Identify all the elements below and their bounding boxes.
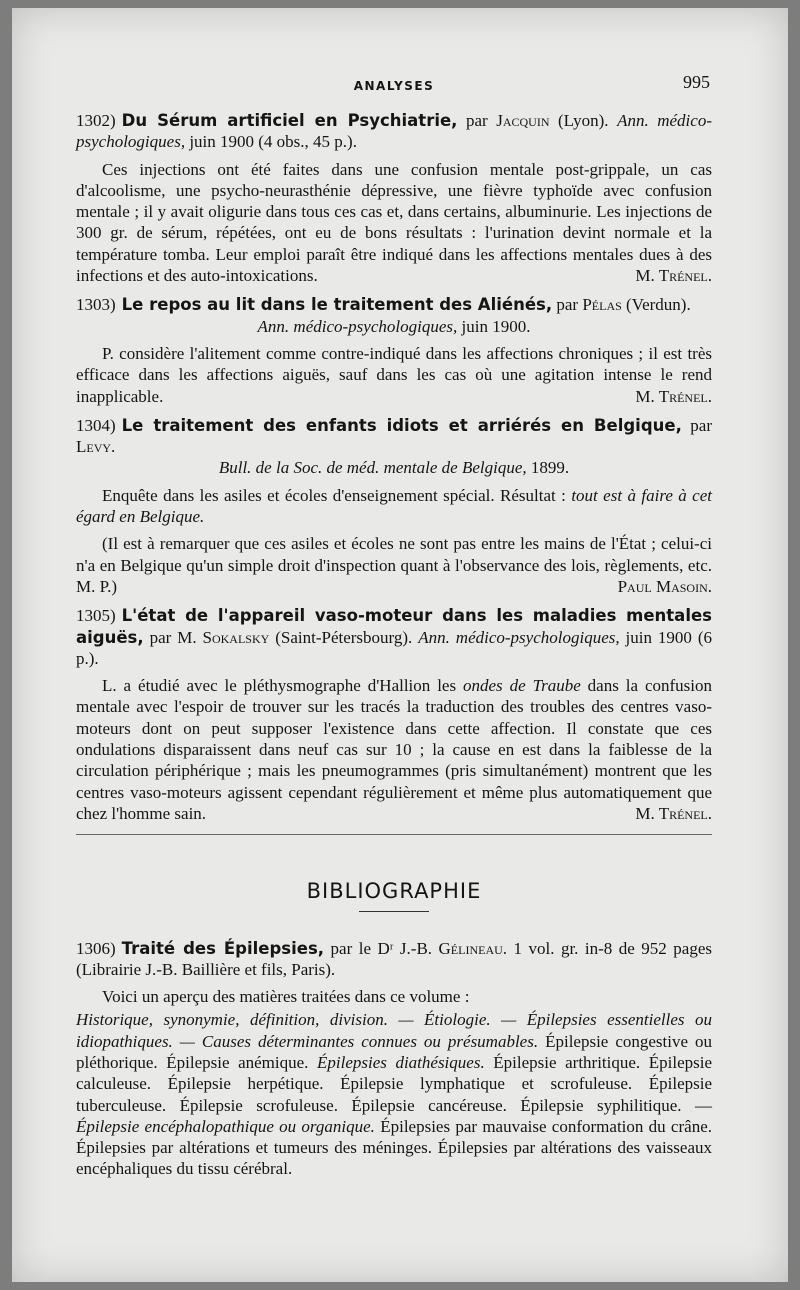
abstract-entry [76, 605, 712, 824]
entry-note-text: (Il est à remarquer que ces asiles et écoles ne sont pas entre les mains de l'État ; celui-ci n'a en Belgique qu'un simple droit d'inspection quant à l'observance des lois, règlements, etc. M. P.) [76, 534, 712, 596]
entry-body-italic: ondes de Traube [463, 676, 581, 696]
page-content [76, 66, 712, 1180]
contents-italic: Épilepsie encéphalopathique ou organique. [76, 1116, 375, 1136]
entry-body-text: P. considère l'alitement comme contre-indiqué dans les affections chroniques ; il est très efficace dans les affections aiguës, sauf dans les cas où une agitation intense le rend inapplicable. [76, 343, 712, 406]
entry-signature: M. Trénel. [635, 266, 712, 286]
entry-body [76, 159, 712, 287]
entry-date: juin 1900 (6 p.). [76, 627, 713, 668]
entry-source: (Verdun). [621, 295, 691, 315]
entry-source: 1 vol. gr. in-8 de 952 pages (Librairie J.-B. Baillière et fils, Paris). [76, 938, 712, 979]
entry-body-text-cont: dans la confusion mentale avec l'espoir de trouver sur les tracés la traduction des troubles des centres vaso-moteurs dont on peut supposer l'existence dans cette affection. Il constate que ces ondulations disparaissent dans neuf cas sur 10 ; la cause en est dans la faiblesse de la circulation périphérique ; mais les pneumogrammes (pris simultanément) montrent que les centres vaso-moteurs agissent cependant régulièrement et même plus automatiquement que chez l'homme sain. [76, 676, 712, 823]
entry-author: Sokalsky [202, 627, 270, 647]
entry-intro: Voici un aperçu des matières traitées dans ce volume : [102, 987, 470, 1007]
entry-body-text: Enquête dans les asiles et écoles d'enseignement spécial. Résultat : [102, 485, 572, 505]
entry-title: Traité des Épilepsies, [121, 938, 325, 958]
running-head-title: ANALYSES [353, 79, 435, 93]
entry-heading [76, 605, 712, 669]
entry-author: Pélas [582, 295, 622, 315]
entry-body [76, 485, 712, 528]
entry-body-text: Ces injections ont été faites dans une confusion mentale post-grippale, un cas d'alcoolisme, une psycho-neurasthénie dépressive, une fièvre typhoïde avec confusion mentale ; il y avait oligurie dans tous ces cas et, dans certains, albuminurie. Les injections de 300 gr. de sérum, répétées, ont eu de bons résultats : l'urination devint normale et la température tomba. Leur emploi paraît être indiqué dans les affections mentales dues à des infections et des auto-intoxications. [76, 159, 712, 286]
entry-signature: M. Trénel. [635, 386, 712, 406]
author-prefix: par M. [143, 627, 203, 647]
entry-body-note [76, 533, 712, 597]
entry-journal: Bull. de la Soc. de méd. mentale de Belgique, [218, 458, 527, 478]
entry-title: Du Sérum artificiel en Psychiatrie, [121, 111, 458, 130]
entry-journal: Ann. médico-psychologiques, [76, 111, 712, 152]
abstract-entry [76, 110, 712, 286]
entry-date: juin 1900. [457, 316, 531, 336]
entry-author: Jacquin [496, 111, 550, 130]
entry-body [76, 675, 712, 824]
entry-number: 1306) [76, 938, 116, 958]
section-divider [76, 834, 712, 835]
entry-heading-continuation [76, 457, 712, 478]
heading-underline [359, 911, 429, 912]
author-prefix: par [457, 111, 497, 130]
entry-signature: M. Trénel. [635, 803, 712, 823]
contents-text: Épilepsie congestive ou pléthorique. Épilepsie anémique. [76, 1031, 712, 1072]
entry-number: 1303) [76, 295, 116, 315]
entry-number: 1304) [76, 415, 116, 435]
entry-body-text: L. a étudié avec le pléthysmographe d'Hallion les [102, 676, 464, 696]
entry-journal: Ann. médico-psychologiques, [418, 627, 620, 647]
entry-heading [76, 110, 712, 153]
contents-italic: Historique, synonymie, définition, division. — Étiologie. — Épilepsies essentielles ou idiopathiques. — Causes déterminantes connues ou présumables. [76, 1010, 712, 1051]
page-number: 995 [683, 72, 710, 92]
entry-signature: Paul Masoin. [617, 576, 712, 596]
entry-body [76, 343, 712, 407]
contents-italic: Épilepsies diathésiques. [317, 1052, 485, 1072]
entry-journal: Ann. médico-psychologiques, [257, 316, 458, 336]
entry-body-italic: tout est à faire à cet égard en Belgique. [76, 485, 713, 527]
entry-author: Levy. [76, 437, 116, 457]
entry-number: 1302) [76, 111, 116, 130]
entry-author: Gélineau. [438, 938, 508, 958]
section-heading: BIBLIOGRAPHIE [306, 879, 482, 904]
entry-number: 1305) [76, 606, 116, 626]
running-head [76, 66, 712, 102]
entry-source: (Lyon). [549, 111, 618, 130]
entry-heading [76, 294, 712, 337]
contents-text: Épilepsies par mauvaise conformation du crâne. Épilepsies par altérations et tumeurs des méninges. Épilepsies par altérations des vaisseaux encéphaliques du tissu cérébral. [76, 1116, 712, 1179]
entry-heading-continuation [76, 316, 712, 337]
entry-heading [76, 938, 712, 981]
table-of-contents [76, 1009, 712, 1179]
entry-title: Le traitement des enfants idiots et arriérés en Belgique, [121, 415, 682, 435]
abstract-entry [76, 294, 712, 406]
entry-date: juin 1900 (4 obs., 45 p.). [185, 132, 357, 152]
entry-date: 1899. [526, 458, 570, 478]
bibliography-entry [76, 938, 712, 1180]
contents-text: Épilepsie arthritique. Épilepsie calculeuse. Épilepsie herpétique. Épilepsie lymphatique et scrofuleuse. Épilepsie tuberculeuse. Épilepsie scrofuleuse. Épilepsie cancéreuse. Épilepsie syphilitique. — [76, 1052, 713, 1115]
entry-source: (Saint-Pétersbourg). [269, 627, 419, 647]
entry-title: L'état de l'appareil vaso-moteur dans les maladies mentales aiguës, [76, 606, 712, 647]
abstract-entry [76, 415, 712, 597]
author-prefix: par [552, 295, 583, 315]
entry-title: Le repos au lit dans le traitement des Aliénés, [121, 295, 553, 315]
entry-heading [76, 415, 712, 479]
author-prefix: par le Dʳ J.-B. [324, 938, 439, 958]
book-page [12, 8, 788, 1282]
author-prefix: par [681, 415, 712, 435]
